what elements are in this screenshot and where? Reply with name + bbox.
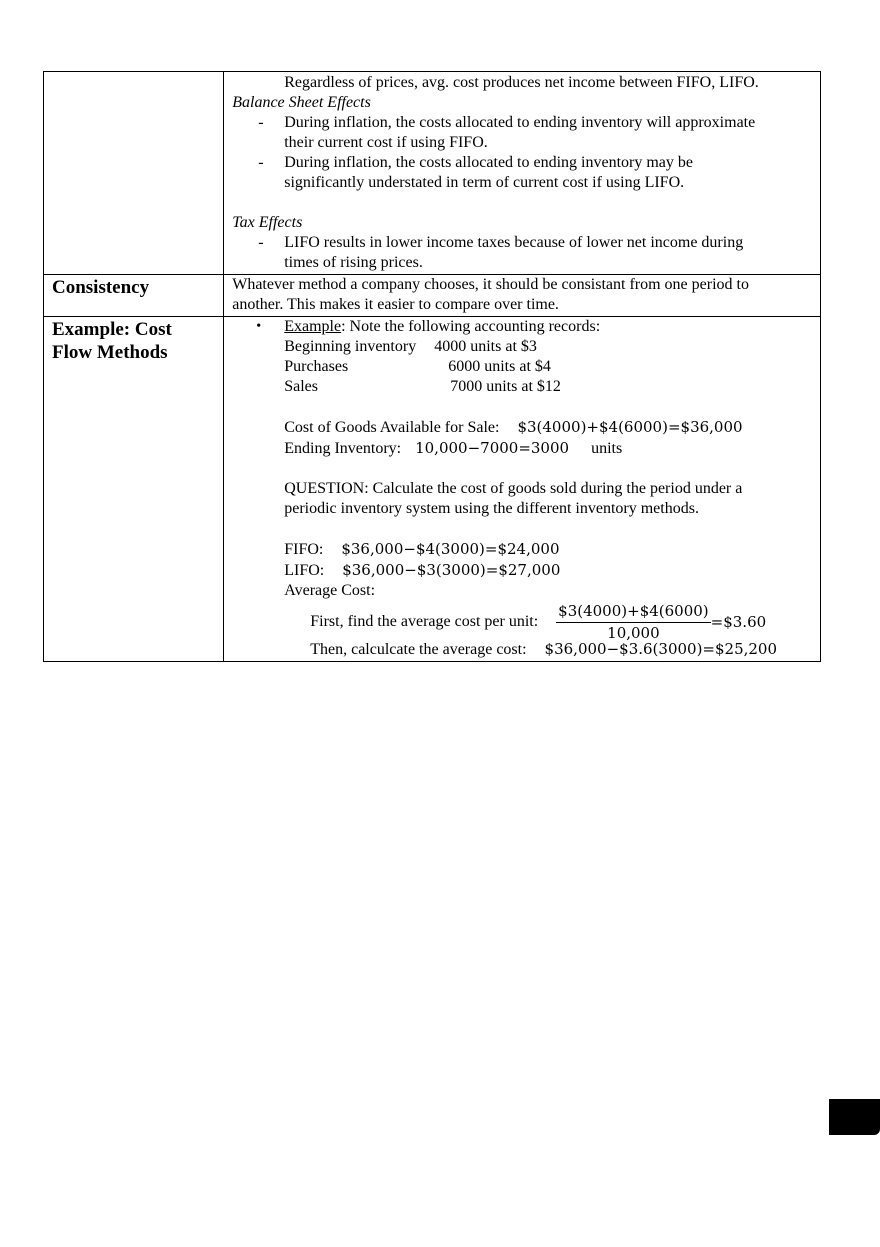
list-item-text: During inflation, the costs allocated to ending inventory will approximate (284, 114, 756, 131)
term-cell (44, 317, 224, 662)
record-row (284, 357, 816, 377)
ending-label: Ending Inventory: (284, 440, 402, 457)
table-row-example (44, 317, 821, 662)
bullet-icon: • (256, 319, 262, 334)
cogas-line (284, 417, 816, 438)
list-item (232, 153, 816, 193)
notes-table (43, 71, 821, 662)
spacer (284, 459, 816, 479)
avg-cost-fraction (556, 602, 711, 643)
term-cell-empty (44, 72, 224, 275)
cogas-label: Cost of Goods Available for Sale: (284, 419, 500, 436)
consistency-text: another. This makes it easier to compare over time. (232, 296, 559, 313)
list-item-text: significantly understated in term of current cost if using LIFO. (284, 174, 685, 191)
record-value: 6000 units at $4 (448, 358, 551, 375)
record-label: Beginning inventory (284, 338, 417, 355)
fifo-formula: $36,000−$4(3000)=$24,000 (341, 540, 560, 558)
table-row-effects (44, 72, 821, 275)
spacer (284, 519, 816, 539)
then-label: Then, calculcate the average cost: (310, 641, 527, 658)
page-corner-tab (829, 1099, 880, 1135)
record-value: 4000 units at $3 (434, 338, 537, 355)
example-intro (284, 317, 816, 337)
avg-cost-line: Regardless of prices, avg. cost produces net income between FIFO, LIFO. (284, 74, 759, 91)
average-cost-label: Average Cost: (284, 582, 376, 599)
ending-unit: units (591, 440, 623, 457)
then-line (232, 639, 816, 660)
consistency-text: Whatever method a company chooses, it should be consistant from one period to (232, 276, 749, 293)
ending-formula: 10,000−7000=3000 (415, 439, 570, 457)
tax-effects-heading: Tax Effects (232, 214, 303, 231)
example-bullet (232, 317, 816, 601)
cogas-formula: $3(4000)+$4(6000)=$36,000 (517, 418, 743, 436)
list-item (232, 233, 816, 273)
avg-per-unit-line (232, 601, 816, 643)
fifo-line (284, 539, 816, 560)
record-row (284, 337, 816, 357)
balance-sheet-heading: Balance Sheet Effects (232, 94, 371, 111)
consistency-term: Consistency (52, 277, 150, 298)
example-term-line: Example: Cost (52, 319, 172, 340)
dash-marker: - (258, 154, 264, 171)
fraction-denominator: 10,000 (607, 623, 660, 642)
fraction-numerator: $3(4000)+$4(6000) (556, 602, 711, 623)
lifo-line (284, 560, 816, 581)
first-label: First, find the average cost per unit: (310, 613, 539, 630)
lifo-label: LIFO: (284, 562, 325, 579)
spacer (232, 193, 816, 213)
list-item (232, 113, 816, 153)
record-label: Purchases (284, 358, 349, 375)
fraction-result: =$3.60 (710, 613, 767, 631)
record-row (284, 377, 816, 397)
example-content (224, 317, 821, 662)
question-text: QUESTION: Calculate the cost of goods sold during the period under a (284, 480, 743, 497)
fifo-label: FIFO: (284, 541, 324, 558)
then-formula: $36,000−$3.6(3000)=$25,200 (544, 640, 778, 658)
consistency-content (224, 275, 821, 317)
lifo-formula: $36,000−$3(3000)=$27,000 (342, 561, 561, 579)
record-value: 7000 units at $12 (450, 378, 561, 395)
record-label: Sales (284, 378, 318, 395)
table-row-consistency (44, 275, 821, 317)
example-term (44, 317, 223, 364)
list-item-text: their current cost if using FIFO. (284, 134, 488, 151)
list-item-text: During inflation, the costs allocated to ending inventory may be (284, 154, 694, 171)
example-term-line: Flow Methods (52, 342, 168, 363)
list-item-text: LIFO results in lower income taxes because of lower net income during (284, 234, 744, 251)
example-label: Example (284, 318, 342, 335)
spacer (284, 397, 816, 417)
dash-marker: - (258, 114, 264, 131)
term-cell (44, 275, 224, 317)
dash-marker: - (258, 234, 264, 251)
list-item-text: times of rising prices. (284, 254, 423, 271)
effects-content (224, 72, 821, 275)
question-text: periodic inventory system using the different inventory methods. (284, 500, 699, 517)
example-intro-text: : Note the following accounting records: (341, 318, 601, 335)
ending-inventory-line (284, 438, 816, 459)
